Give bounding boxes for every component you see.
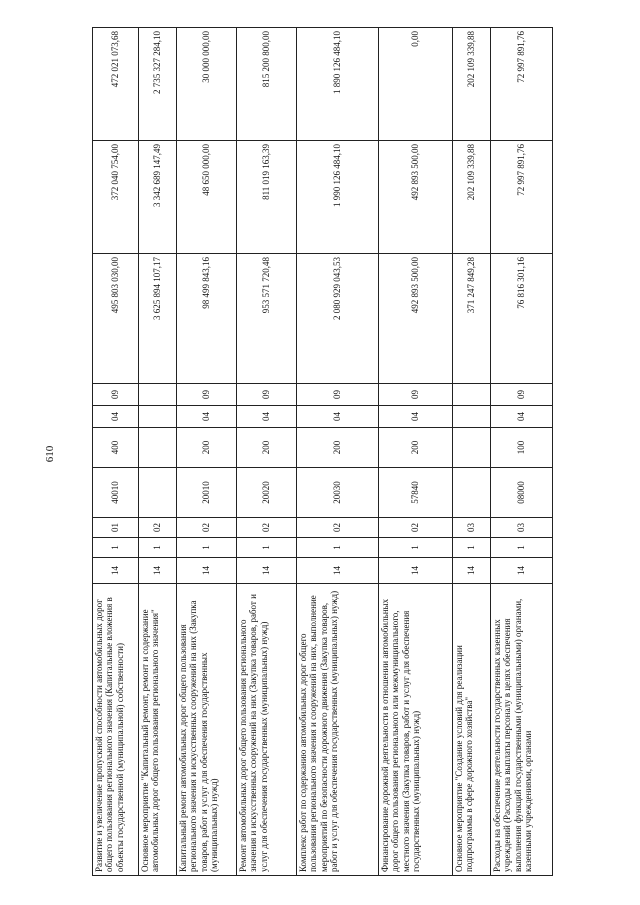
amount-year-2: 492 893 500,00 [379, 141, 453, 254]
amount-year-1: 495 803 030,00 [93, 254, 139, 384]
subprogram-code: 1 [491, 538, 553, 558]
direction-code: 20020 [237, 468, 297, 518]
amount-year-2: 3 342 689 147,49 [139, 141, 177, 254]
subsection-code: 09 [491, 384, 553, 406]
table-row [453, 28, 491, 876]
expense-type-code: 100 [491, 428, 553, 468]
event-code: 01 [93, 518, 139, 538]
row-name: Основное мероприятие "Создание условий для реализации подпрограммы в сфере дорожного хозяйства" [453, 584, 491, 876]
expense-type-code: 200 [297, 428, 379, 468]
amount-year-3: 2 735 327 284,10 [139, 28, 177, 141]
row-name: Комплекс работ по содержанию автомобильных дорог общего пользования регионального значения и сооружений на них, выполнение мероприятий по безопасности дорожного движения (Закупка товаров, работ и услуг для обеспечения государственных (муниципальных) нужд) [297, 584, 379, 876]
table-row [297, 28, 379, 876]
row-name: Финансирование дорожной деятельности в отношении автомобильных дорог общего пользования регионального или межмуниципального, местного значения (Закупка товаров, работ и услуг для обеспечения государственных (муниципальных) нужд) [379, 584, 453, 876]
event-code: 03 [491, 518, 553, 538]
program-code: 14 [297, 558, 379, 584]
direction-code: 20030 [297, 468, 379, 518]
amount-year-3: 0,00 [379, 28, 453, 141]
amount-year-2: 72 997 891,76 [491, 141, 553, 254]
section-code [453, 406, 491, 428]
amount-year-2: 202 109 339,88 [453, 141, 491, 254]
section-code: 04 [379, 406, 453, 428]
subprogram-code: 1 [93, 538, 139, 558]
section-code: 04 [93, 406, 139, 428]
amount-year-3: 815 200 800,00 [237, 28, 297, 141]
program-code: 14 [237, 558, 297, 584]
amount-year-1: 98 499 843,16 [177, 254, 237, 384]
event-code: 02 [177, 518, 237, 538]
subsection-code: 09 [379, 384, 453, 406]
program-code: 14 [177, 558, 237, 584]
expense-type-code [139, 428, 177, 468]
section-code: 04 [177, 406, 237, 428]
event-code: 02 [237, 518, 297, 538]
row-name: Расходы на обеспечение деятельности государственных казенных учреждений (Расходы на выплаты персоналу в целях обеспечения выполнения функций государственными (муниципальными) органами, казенными учреждениями, органами [491, 584, 553, 876]
amount-year-1: 371 247 849,28 [453, 254, 491, 384]
direction-code: 20010 [177, 468, 237, 518]
subsection-code: 09 [237, 384, 297, 406]
expense-type-code: 400 [93, 428, 139, 468]
amount-year-1: 492 893 500,00 [379, 254, 453, 384]
amount-year-2: 372 040 754,00 [93, 141, 139, 254]
subsection-code [453, 384, 491, 406]
subprogram-code: 1 [237, 538, 297, 558]
amount-year-3: 72 997 891,76 [491, 28, 553, 141]
amount-year-1: 2 080 929 043,53 [297, 254, 379, 384]
row-name: Ремонт автомобильных дорог общего пользования регионального значения и искусственных сооружений на них (Закупка товаров, работ и услуг для обеспечения государственных (муниципальных) нужд) [237, 584, 297, 876]
table-row [93, 28, 139, 876]
amount-year-2: 48 650 000,00 [177, 141, 237, 254]
amount-year-2: 811 019 163,39 [237, 141, 297, 254]
amount-year-3: 30 000 000,00 [177, 28, 237, 141]
expense-type-code: 200 [379, 428, 453, 468]
event-code: 02 [379, 518, 453, 538]
table-row [491, 28, 553, 876]
section-code [139, 406, 177, 428]
direction-code [453, 468, 491, 518]
amount-year-1: 3 625 894 107,17 [139, 254, 177, 384]
expense-type-code: 200 [177, 428, 237, 468]
subsection-code: 09 [297, 384, 379, 406]
amount-year-2: 1 990 126 484,10 [297, 141, 379, 254]
direction-code [139, 468, 177, 518]
event-code: 02 [297, 518, 379, 538]
table-row [379, 28, 453, 876]
amount-year-1: 953 571 720,48 [237, 254, 297, 384]
amount-year-3: 1 890 126 484,10 [297, 28, 379, 141]
expense-type-code: 200 [237, 428, 297, 468]
section-code: 04 [491, 406, 553, 428]
program-code: 14 [453, 558, 491, 584]
amount-year-3: 472 021 073,68 [93, 28, 139, 141]
event-code: 03 [453, 518, 491, 538]
row-name: Капитальный ремонт автомобильных дорог общего пользования регионального значения и искусственных сооружений на них (Закупка товаров, работ и услуг для обеспечения государственных (муниципальных) нужд) [177, 584, 237, 876]
row-name: Основное мероприятие "Капитальный ремонт, ремонт и содержание автомобильных дорог общего пользования регионального значения" [139, 584, 177, 876]
subprogram-code: 1 [379, 538, 453, 558]
program-code: 14 [93, 558, 139, 584]
row-name: Развитие и увеличение пропускной способности автомобильных дорог общего пользования регионального значения (Капитальные вложения в объекты государственной (муниципальной) собственности) [93, 584, 139, 876]
subsection-code: 09 [93, 384, 139, 406]
subprogram-code: 1 [297, 538, 379, 558]
expense-type-code [453, 428, 491, 468]
subprogram-code: 1 [453, 538, 491, 558]
section-code: 04 [237, 406, 297, 428]
program-code: 14 [139, 558, 177, 584]
direction-code: 57840 [379, 468, 453, 518]
subsection-code [139, 384, 177, 406]
table-row [237, 28, 297, 876]
table-row [177, 28, 237, 876]
amount-year-1: 76 816 301,16 [491, 254, 553, 384]
section-code: 04 [297, 406, 379, 428]
table-row [139, 28, 177, 876]
direction-code: 08000 [491, 468, 553, 518]
amount-year-3: 202 109 339,88 [453, 28, 491, 141]
budget-table-wrapper [92, 28, 592, 876]
event-code: 02 [139, 518, 177, 538]
direction-code: 40010 [93, 468, 139, 518]
budget-table [92, 27, 553, 876]
subsection-code: 09 [177, 384, 237, 406]
subprogram-code: 1 [177, 538, 237, 558]
page-number: 610 [44, 445, 56, 463]
program-code: 14 [491, 558, 553, 584]
program-code: 14 [379, 558, 453, 584]
subprogram-code: 1 [139, 538, 177, 558]
